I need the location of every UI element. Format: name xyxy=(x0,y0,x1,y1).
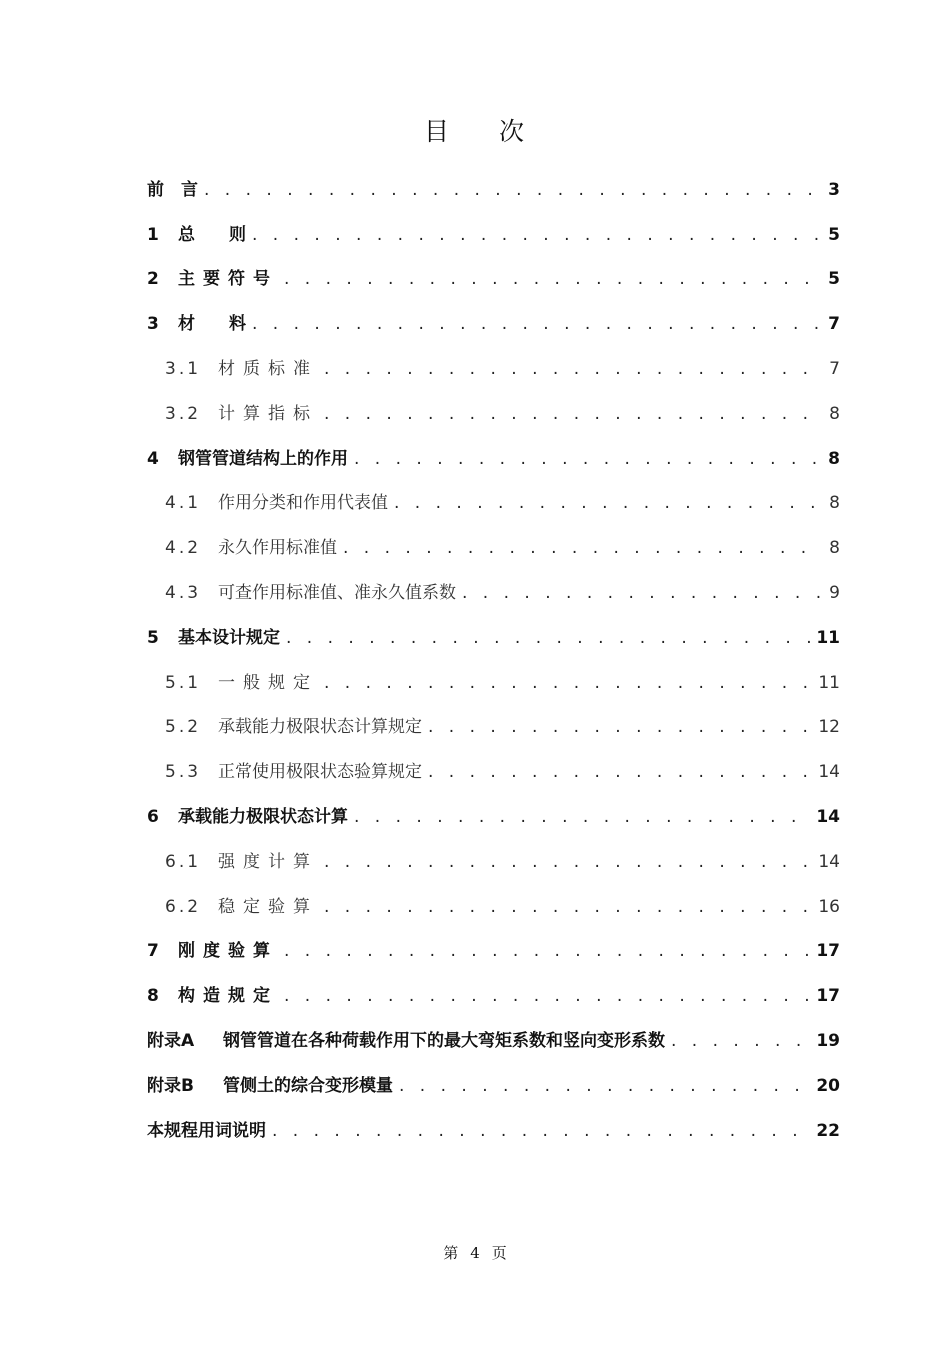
toc-label: 本规程用词说明 xyxy=(147,1120,266,1141)
toc-number: 附录B xyxy=(147,1075,194,1096)
toc-page: 11 xyxy=(816,627,840,648)
toc-label: 构造规定 xyxy=(178,986,278,1007)
toc-page: 8 xyxy=(829,493,840,514)
title-char-1: 目 xyxy=(423,117,451,146)
toc-entry-3[interactable] xyxy=(147,291,840,336)
toc-entry-preface[interactable] xyxy=(147,157,840,202)
toc-page: 5 xyxy=(828,224,840,245)
dot-leader xyxy=(354,807,810,827)
toc-entry-terms[interactable] xyxy=(147,1098,840,1143)
toc-label: 材 料 xyxy=(178,314,246,335)
toc-entry-4-2[interactable] xyxy=(147,515,840,560)
toc-number: 5.3 xyxy=(165,762,202,783)
toc-entry-appendix-a[interactable] xyxy=(147,1008,840,1053)
dot-leader xyxy=(284,941,810,961)
dot-leader xyxy=(324,359,823,379)
dot-leader xyxy=(324,852,812,872)
toc-entry-8[interactable] xyxy=(147,963,840,1008)
toc-label: 强度计算 xyxy=(218,851,318,872)
dot-leader xyxy=(399,1076,810,1096)
toc-label: 前 言 xyxy=(147,179,198,200)
toc-entry-5[interactable] xyxy=(147,605,840,650)
toc-number: 3.1 xyxy=(165,358,202,379)
toc-label: 刚度验算 xyxy=(178,941,278,962)
toc-number: 4.3 xyxy=(165,582,202,603)
toc-label: 主要符号 xyxy=(178,269,278,290)
toc-entry-5-2[interactable] xyxy=(147,695,840,740)
dot-leader xyxy=(394,493,823,513)
footer-suffix: 页 xyxy=(491,1244,507,1262)
toc-number: 1 xyxy=(147,224,159,245)
toc-number: 7 xyxy=(147,941,159,962)
toc-entry-2[interactable] xyxy=(147,247,840,292)
toc-page: 8 xyxy=(829,538,840,559)
page-footer xyxy=(0,1242,950,1263)
toc-page: 9 xyxy=(829,582,840,603)
toc-page: 8 xyxy=(828,448,840,469)
toc-label: 钢管管道在各种荷载作用下的最大弯矩系数和竖向变形系数 xyxy=(223,1030,665,1051)
dot-leader xyxy=(343,538,823,558)
dot-leader xyxy=(252,314,822,334)
toc-entry-4[interactable] xyxy=(147,426,840,471)
toc-number: 4.2 xyxy=(165,538,202,559)
toc-label: 一般规定 xyxy=(218,672,318,693)
toc-entry-4-3[interactable] xyxy=(147,560,840,605)
toc-number: 2 xyxy=(147,269,159,290)
dot-leader xyxy=(324,404,823,424)
toc-number: 6 xyxy=(147,806,159,827)
toc-number: 3.2 xyxy=(165,403,202,424)
toc-number: 6.1 xyxy=(165,851,202,872)
dot-leader xyxy=(284,269,822,289)
dot-leader xyxy=(286,628,810,648)
toc-label: 稳定验算 xyxy=(218,896,318,917)
toc-entry-6-2[interactable] xyxy=(147,874,840,919)
toc-label: 管侧土的综合变形模量 xyxy=(223,1075,393,1096)
dot-leader xyxy=(428,717,812,737)
toc-entry-7[interactable] xyxy=(147,919,840,964)
toc-label: 计算指标 xyxy=(218,403,318,424)
toc-entry-5-1[interactable] xyxy=(147,650,840,695)
toc-number: 5.1 xyxy=(165,672,202,693)
dot-leader xyxy=(284,986,810,1006)
dot-leader xyxy=(428,762,812,782)
toc-page: 14 xyxy=(818,851,840,872)
dot-leader xyxy=(324,673,812,693)
footer-prefix: 第 xyxy=(443,1244,459,1262)
table-of-contents xyxy=(147,157,840,1143)
toc-page: 11 xyxy=(818,672,840,693)
dot-leader xyxy=(671,1031,810,1051)
toc-page: 17 xyxy=(816,986,840,1007)
toc-entry-5-3[interactable] xyxy=(147,739,840,784)
toc-label: 作用分类和作用代表值 xyxy=(218,493,388,514)
dot-leader xyxy=(462,583,823,603)
toc-page: 20 xyxy=(816,1075,840,1096)
toc-label: 永久作用标准值 xyxy=(218,538,337,559)
toc-number: 5 xyxy=(147,627,159,648)
toc-number: 5.2 xyxy=(165,717,202,738)
toc-number: 附录A xyxy=(147,1030,195,1051)
toc-label: 总 则 xyxy=(178,224,246,245)
toc-entry-3-1[interactable] xyxy=(147,336,840,381)
toc-number: 8 xyxy=(147,986,159,1007)
title-char-2: 次 xyxy=(499,117,527,146)
toc-label: 钢管管道结构上的作用 xyxy=(178,448,348,469)
toc-page: 7 xyxy=(829,358,840,379)
toc-page: 19 xyxy=(816,1030,840,1051)
footer-page-number: 4 xyxy=(470,1244,480,1262)
toc-label: 基本设计规定 xyxy=(178,627,280,648)
toc-entry-6-1[interactable] xyxy=(147,829,840,874)
toc-number: 4.1 xyxy=(165,493,202,514)
dot-leader xyxy=(324,897,812,917)
dot-leader xyxy=(252,225,822,245)
toc-number: 4 xyxy=(147,448,159,469)
toc-page: 22 xyxy=(816,1120,840,1141)
toc-entry-6[interactable] xyxy=(147,784,840,829)
toc-page: 12 xyxy=(818,717,840,738)
toc-label: 材质标准 xyxy=(218,358,318,379)
toc-number: 3 xyxy=(147,314,159,335)
toc-page: 5 xyxy=(828,269,840,290)
dot-leader xyxy=(272,1121,810,1141)
toc-page: 17 xyxy=(816,941,840,962)
toc-page: 8 xyxy=(829,403,840,424)
toc-label: 可查作用标准值、准永久值系数 xyxy=(218,582,456,603)
toc-label: 正常使用极限状态验算规定 xyxy=(218,762,422,783)
toc-entry-4-1[interactable] xyxy=(147,471,840,516)
page-title xyxy=(0,112,950,148)
toc-number: 6.2 xyxy=(165,896,202,917)
toc-page: 14 xyxy=(816,806,840,827)
toc-entry-3-2[interactable] xyxy=(147,381,840,426)
toc-page: 14 xyxy=(818,762,840,783)
toc-page: 3 xyxy=(828,179,840,200)
toc-page: 7 xyxy=(828,314,840,335)
dot-leader xyxy=(204,180,822,200)
toc-label: 承载能力极限状态计算 xyxy=(178,806,348,827)
toc-entry-appendix-b[interactable] xyxy=(147,1053,840,1098)
toc-page: 16 xyxy=(818,896,840,917)
toc-label: 承载能力极限状态计算规定 xyxy=(218,717,422,738)
toc-entry-1[interactable] xyxy=(147,202,840,247)
dot-leader xyxy=(354,449,822,469)
